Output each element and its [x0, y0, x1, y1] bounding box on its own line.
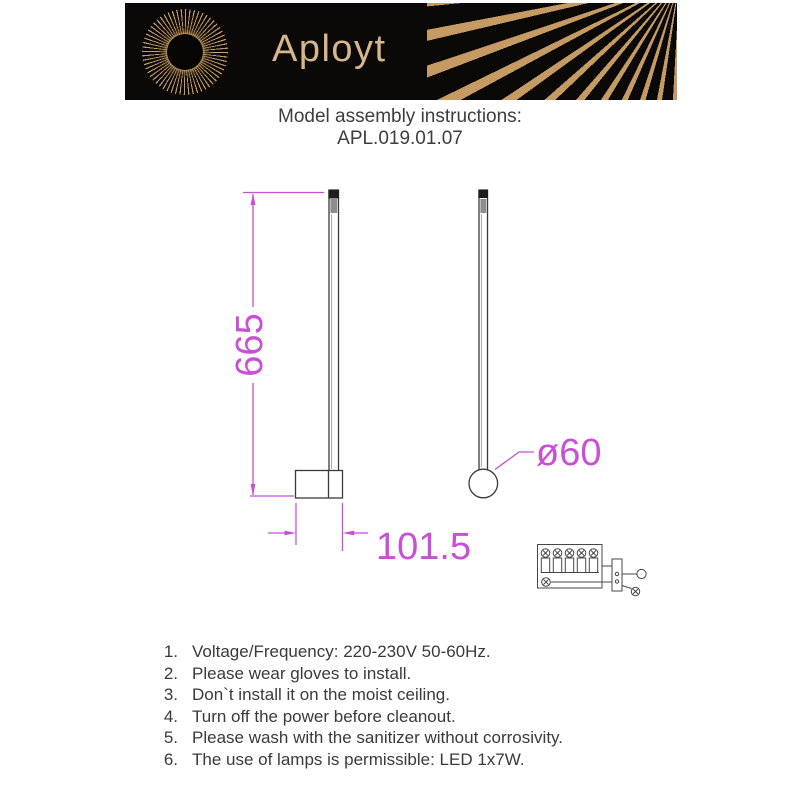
list-item [156, 684, 696, 706]
item-text: The use of lamps is permissible: LED 1x7W. [192, 749, 525, 769]
item-text: Please wear gloves to install. [192, 663, 412, 683]
list-item [156, 749, 696, 771]
item-text: Voltage/Frequency: 220-230V 50-60Hz. [192, 642, 491, 661]
list-item [156, 706, 696, 728]
dimensions [243, 193, 534, 552]
brand-name: Aployt [272, 28, 387, 70]
item-text: Please wash with the sanitizer without corrosivity. [192, 728, 564, 748]
item-number: 5. [163, 728, 178, 748]
terminal-screws [541, 549, 598, 558]
page-title: Model assembly instructions: [278, 106, 522, 127]
list-item [156, 727, 696, 749]
front-view [469, 190, 498, 498]
width-dimension-label: 101.5 [376, 526, 472, 568]
item-text: Don`t install it on the moist ceiling. [192, 685, 450, 705]
item-text: Turn off the power before cleanout. [192, 706, 456, 726]
diameter-dimension-label: ø60 [536, 432, 602, 474]
item-number: 1. [163, 642, 178, 661]
side-view [296, 190, 343, 498]
instructions-list [156, 641, 696, 771]
wiring-diagram [538, 545, 647, 596]
list-item [156, 641, 696, 663]
list-item [156, 663, 696, 685]
item-number: 3. [163, 685, 178, 705]
item-number: 6. [163, 749, 178, 769]
model-code: APL.019.01.07 [337, 128, 463, 149]
item-number: 2. [163, 663, 178, 683]
item-number: 4. [163, 706, 178, 726]
height-dimension-label: 665 [229, 313, 271, 377]
dimension-arrows [251, 193, 505, 535]
